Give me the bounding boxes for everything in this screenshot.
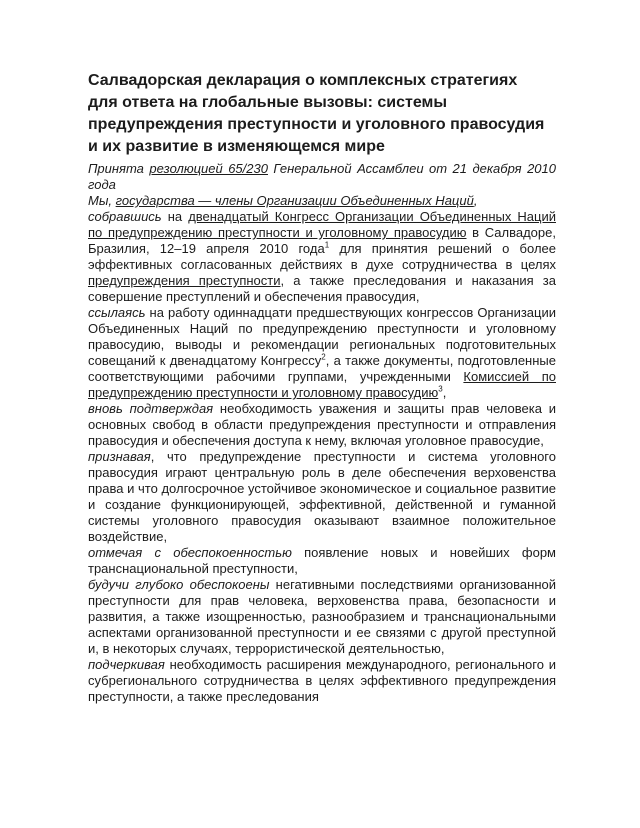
text-span: негативными последствиями организованной преступности для прав человека, верховенства права, безопасности и развития, а также изощренностью, разнообразием и транснациональными аспектами организованной преступности и ее связями с другой преступной и, в некоторых случаях, террористической деятельностью,	[88, 577, 556, 656]
text-span: Принята	[88, 161, 150, 176]
text-span: на	[161, 209, 189, 224]
text-span: для принятия решений о более эффективных согласованных действиях в духе сотрудничества в целях	[88, 241, 556, 272]
text-span: появление новых и новейших форм транснациональной преступности,	[88, 545, 556, 576]
clause-recognizing	[88, 449, 556, 545]
clause-recalling	[88, 305, 556, 401]
clause-deeply-concerned	[88, 577, 556, 657]
preamble-we-states	[88, 193, 556, 209]
footnote-marker: 2	[321, 352, 326, 362]
link-resolution-65-230[interactable]: резолюцией 65/230	[149, 161, 268, 176]
text-span: необходимость расширения международного, регионального и субрегионального сотрудничества в целях эффективного предупреждения преступности, а также преследования	[88, 657, 556, 704]
link-crime-prevention[interactable]: предупреждения преступности	[88, 273, 281, 288]
text-span: в Салвадоре, Бразилия, 12–19 апреля 2010 года	[88, 225, 556, 256]
text-span: , а также документы, подготовленные соответствующими рабочими группами, учрежденными	[88, 353, 556, 384]
document-title: Салвадорская декларация о комплексных стратегиях для ответа на глобальные вызовы: системы предупреждения преступности и уголовного правосудия и их развитие в изменяющемся мире	[88, 72, 545, 155]
text-span: необходимость уважения и защиты прав человека и основных свобод в области предупреждения преступности и отправления правосудия и обеспечения доступа к нему, включая уголовное правосудие,	[88, 401, 556, 448]
footnote-marker: 3	[438, 384, 443, 394]
clause-stressing	[88, 657, 556, 705]
text-span: Мы,	[88, 193, 116, 208]
text-span: подчеркивая	[88, 657, 165, 672]
text-span: отмечая с обеспокоенностью	[88, 545, 292, 560]
document-page	[88, 70, 556, 705]
adoption-note	[88, 161, 556, 193]
clause-assembled	[88, 209, 556, 305]
text-span: признавая	[88, 449, 151, 464]
text-span: ,	[442, 385, 447, 400]
text-span: будучи глубоко обеспокоены	[88, 577, 270, 592]
document-body	[88, 161, 556, 705]
link-un-member-states[interactable]: государства — члены Организации Объединенных Наций	[115, 193, 474, 208]
text-span: ссылаясь	[88, 305, 146, 320]
text-span: , что предупреждение преступности и система уголовного правосудия играют центральную роль в деле обеспечения верховенства права и что долгосрочное устойчивое экономическое и социальное развитие и создание функционирующей, эффективной, действенной и гуманной системы уголовного правосудия оказывают взаимное положительное воздействие,	[88, 449, 556, 544]
link-commission-crime-prevention[interactable]: Комиссией по предупреждению преступности и уголовному правосудию	[88, 369, 556, 400]
text-span: вновь подтверждая	[88, 401, 214, 416]
text-span: ,	[473, 193, 478, 208]
clause-noting-concern	[88, 545, 556, 577]
link-twelfth-congress[interactable]: двенадцатый Конгресс Организации Объединенных Наций по предупреждению преступности и уголовному правосудию	[88, 209, 556, 240]
text-span: на работу одиннадцати предшествующих конгрессов Организации Объединенных Наций по предупреждению преступности и уголовному правосудию, выводы и рекомендации региональных подготовительных совещаний к двенадцатому Конгрессу	[88, 305, 556, 368]
text-span: , а также преследования и наказания за совершение преступлений и обеспечения правосудия,	[88, 273, 556, 304]
text-span: Генеральной Ассамблеи от 21 декабря 2010 года	[88, 161, 556, 192]
text-span: собравшись	[88, 209, 162, 224]
clause-reaffirming	[88, 401, 556, 449]
footnote-marker: 1	[324, 240, 330, 250]
